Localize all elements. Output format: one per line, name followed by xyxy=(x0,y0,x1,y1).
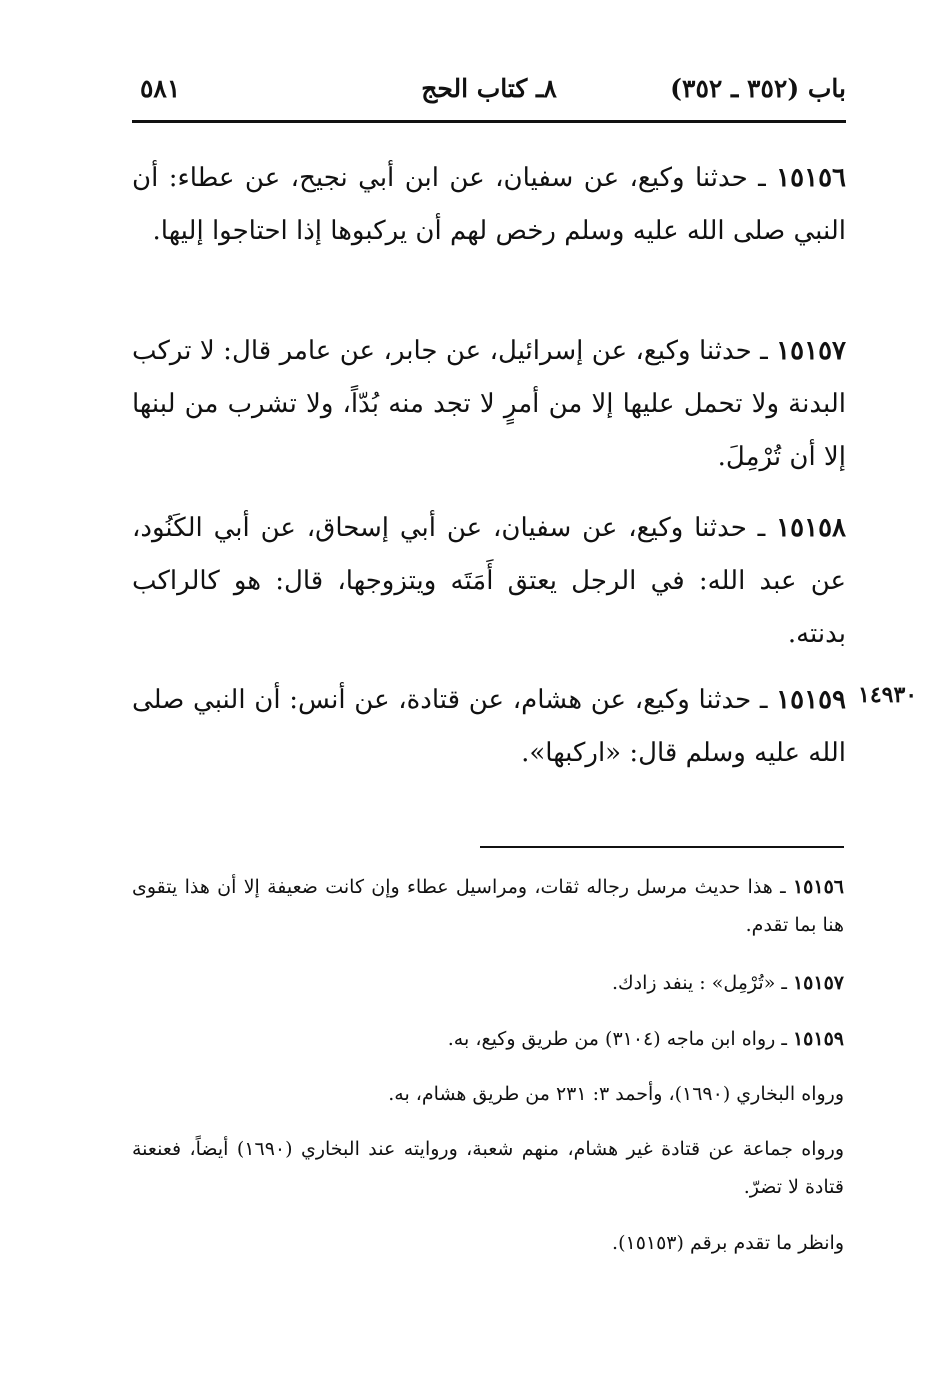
chapter-title: باب (٣٥٢ ـ ٣٥٢) xyxy=(670,74,846,103)
hadith-text: ـ حدثنا وكيع، عن سفيان، عن أبي إسحاق، عن أبي الكَنُود، عن عبد الله: في الرجل يعتق أَمَتَه ويتزوجها، قال: هو كالراكب بدنته. xyxy=(132,513,846,649)
page-number: ٥٨١ xyxy=(140,74,181,103)
footnote-text: ـ رواه ابن ماجه (٣١٠٤) من طريق وكيع، به. xyxy=(447,1028,787,1050)
footnote-divider xyxy=(480,846,844,848)
margin-reference-number: ١٤٩٣٠ xyxy=(858,682,918,708)
hadith-15158 xyxy=(132,502,846,661)
footnote-text: وانظر ما تقدم برقم (١٥١٥٣). xyxy=(612,1232,844,1254)
footnote-continuation xyxy=(132,1224,844,1262)
hadith-15159 xyxy=(132,674,846,780)
footnote-15159 xyxy=(132,1020,844,1058)
footnote-number: ١٥١٥٦ xyxy=(792,876,844,898)
hadith-15157 xyxy=(132,325,846,484)
hadith-number: ١٥١٥٩ xyxy=(776,685,846,715)
book-title: ٨ـ كتاب الحج xyxy=(421,74,557,103)
footnote-text: ورواه جماعة عن قتادة غير هشام، منهم شعبة، وروايته عند البخاري (١٦٩٠) أيضاً، فعنعنة قتادة لا تضرّ. xyxy=(132,1138,845,1198)
hadith-text: ـ حدثنا وكيع، عن إسرائيل، عن جابر، عن عامر قال: لا تركب البدنة ولا تحمل عليها إلا من أمرٍ لا تجد منه بُدّاً، ولا تشرب من لبنها إلا أن تُرْمِلَ. xyxy=(132,336,846,472)
hadith-15156 xyxy=(132,152,846,258)
hadith-number: ١٥١٥٦ xyxy=(776,163,846,193)
hadith-number: ١٥١٥٨ xyxy=(776,513,846,543)
header-divider xyxy=(132,120,846,123)
footnote-15156 xyxy=(132,868,844,944)
footnote-text: ـ «تُرْمِل» : ينفد زادك. xyxy=(611,972,787,994)
footnote-15157 xyxy=(132,964,844,1002)
footnote-continuation xyxy=(132,1075,844,1113)
footnote-text: ـ هذا حديث مرسل رجاله ثقات، ومراسيل عطاء وإن كانت ضعيفة إلا أن هذا يتقوى هنا بما تقدم. xyxy=(132,876,844,936)
hadith-number: ١٥١٥٧ xyxy=(776,336,846,366)
footnote-text: ورواه البخاري (١٦٩٠)، وأحمد ٣: ٢٣١ من طريق هشام، به. xyxy=(388,1083,844,1105)
footnote-number: ١٥١٥٧ xyxy=(792,972,844,994)
hadith-text: ـ حدثنا وكيع، عن هشام، عن قتادة، عن أنس: أن النبي صلى الله عليه وسلم قال: «اركبها». xyxy=(132,685,846,768)
footnote-continuation xyxy=(132,1130,844,1206)
footnote-number: ١٥١٥٩ xyxy=(792,1028,844,1050)
page-header xyxy=(132,74,846,114)
hadith-text: ـ حدثنا وكيع، عن سفيان، عن ابن أبي نجيح، عن عطاء: أن النبي صلى الله عليه وسلم رخص لهم أن يركبوها إذا احتاجوا إليها. xyxy=(132,163,846,246)
